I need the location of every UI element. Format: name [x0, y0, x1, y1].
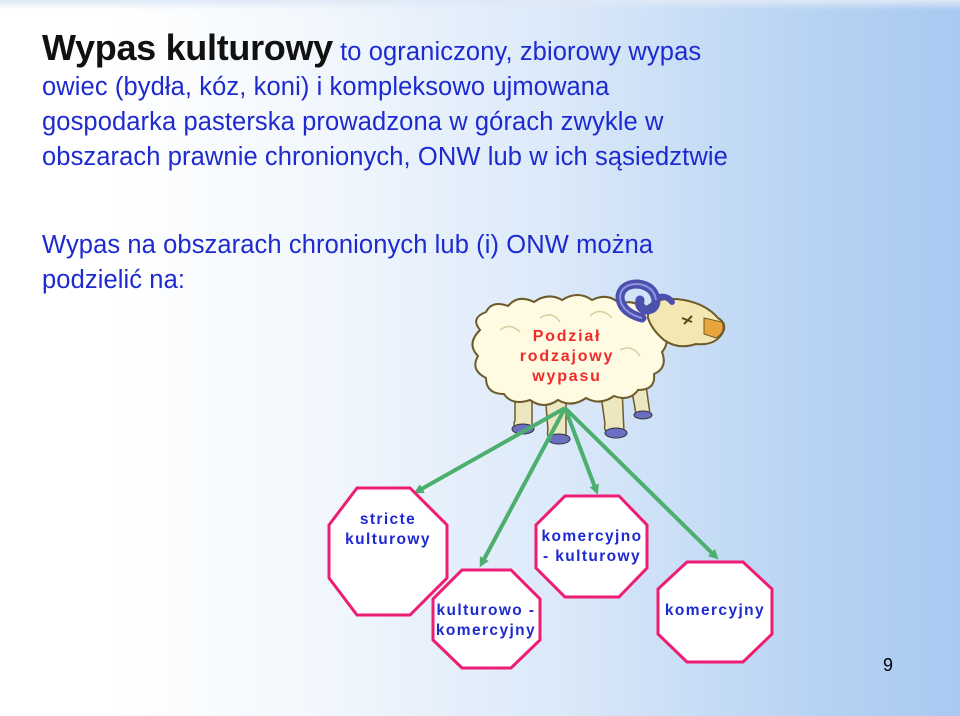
- category-kulturowo-komercyjny: [428, 601, 544, 641]
- category-label-line: komercyjny: [664, 602, 766, 619]
- defined-term: Wypas kulturowy: [42, 27, 333, 68]
- category-label-line: kulturowo -: [436, 602, 536, 619]
- category-label-line: komercyjny: [435, 622, 537, 639]
- division-line-1: Wypas na obszarach chronionych lub (i) ONW można: [42, 231, 654, 259]
- definition-line-4: obszarach prawnie chronionych, ONW lub w ich sąsiedztwie: [42, 143, 728, 171]
- category-label-line: stricte: [359, 511, 417, 528]
- center-label-line-1: Podział: [532, 328, 602, 345]
- definition-line-3: gospodarka pasterska prowadzona w górach zwykle w: [42, 108, 664, 136]
- center-label: [508, 327, 626, 387]
- category-stricte-kulturowy: [332, 510, 444, 550]
- category-label-line: komercyjno: [541, 528, 643, 545]
- arrow-to-komercyjno-kulturowy: [565, 408, 596, 490]
- category-komercyjno-kulturowy: [536, 527, 648, 567]
- center-label-line-3: wypasu: [532, 368, 602, 385]
- category-label-line: kulturowy: [345, 531, 431, 548]
- category-komercyjny: [659, 601, 771, 621]
- page-number: 9: [883, 655, 894, 675]
- octagon-stricte-kulturowy: [329, 488, 447, 615]
- definition-text: to ograniczony, zbiorowy wypas: [332, 38, 702, 66]
- center-label-line-2: rodzajowy: [519, 348, 615, 365]
- category-label-line: - kulturowy: [542, 548, 642, 565]
- division-line-2: podzielić na:: [42, 266, 186, 294]
- definition-line-2: owiec (bydła, kóz, koni) i kompleksowo ujmowana: [42, 73, 610, 101]
